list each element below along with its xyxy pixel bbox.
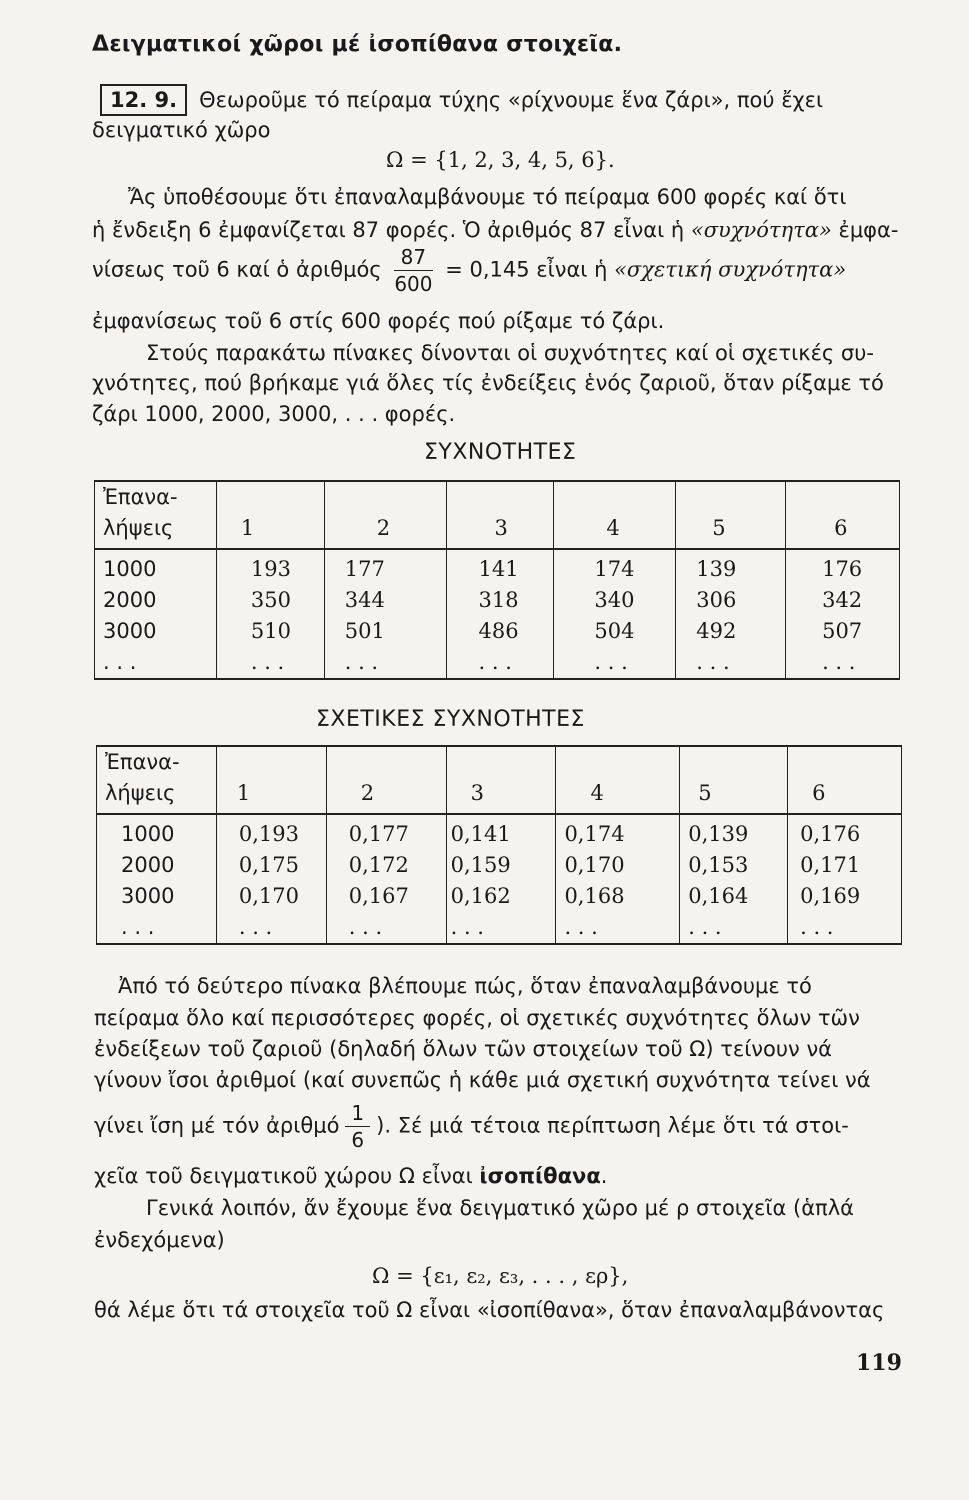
paragraph-number: 12. 9. [100, 84, 187, 116]
header-face: 5 [680, 746, 788, 814]
face5-column: 139 306 492 . . . [676, 549, 786, 678]
page-number: 119 [856, 1350, 902, 1376]
face4-column: 174 340 504 . . . [554, 549, 676, 678]
face5-column: 0,139 0,153 0,164 . . . [680, 814, 788, 943]
para3-line-6: χεῖα τοῦ δειγματικοῦ χώρου Ω εἶναι ἰσοπίθανα. [94, 1164, 608, 1188]
relative-frequency-table [96, 745, 902, 945]
para1-line-3: νίσεως τοῦ 6 καί ὁ ἀριθμός $\frac{87}{600}$ = 0,145 εἶναι ἡ «σχετική συχνότητα» [92, 245, 847, 296]
header-face: 1 [216, 481, 324, 549]
face6-column: 0,176 0,171 0,169 . . . [788, 814, 902, 943]
face3-column: 141 318 486 . . . [446, 549, 554, 678]
table-row [95, 549, 900, 678]
para3-line-1: Ἀπό τό δεύτερο πίνακα βλέπουμε πώς, ὅταν ἐπαναλαμβάνουμε τό [118, 974, 812, 998]
para2-line-1: Στούς παρακάτω πίνακες δίνονται οἱ συχνότητες καί οἱ σχετικές συ- [146, 341, 874, 365]
para2-line-2: χνότητες, πού βρήκαμε γιά ὅλες τίς ἐνδείξεις ἑνός ζαριοῦ, ὅταν ρίξαμε τό [92, 371, 884, 395]
header-face: 1 [216, 746, 326, 814]
header-face: 4 [554, 481, 676, 549]
omega-general: Ω = {ε₁, ε₂, ε₃, . . . , ερ}, [372, 1264, 629, 1288]
para3-line-5: γίνει ἴση μέ τόν ἀριθμό $\frac{1}{6}$ ). Σέ μιά τέτοια περίπτωση λέμε ὅτι τά στοι- [94, 1101, 849, 1152]
table-header-row [97, 746, 902, 814]
para1-line-2: ἡ ἔνδειξη 6 ἐμφανίζεται 87 φορές. Ὁ ἀριθμός 87 εἶναι ἡ «συχνότητα» ἐμφα- [92, 218, 899, 242]
face4-column: 0,174 0,170 0,168 . . . [556, 814, 680, 943]
face1-column: 193 350 510 . . . [216, 549, 324, 678]
para3-line-2: πείραμα ὅλο καί περισσότερες φορές, οἱ σχετικές συχνότητες ὅλων τῶν [94, 1006, 860, 1030]
para3-line-4: γίνουν ἴσοι ἀριθμοί (καί συνεπῶς ἡ κάθε μιά σχετική συχνότητα τείνει νά [94, 1068, 871, 1092]
header-repetitions: Ἐπανα- λήψεις [97, 746, 217, 814]
face1-column: 0,193 0,175 0,170 . . . [216, 814, 326, 943]
fraction-1-6: $\frac{1}{6}$ [345, 1100, 370, 1153]
para2-line-3: ζάρι 1000, 2000, 3000, . . . φορές. [92, 402, 456, 426]
header-face: 4 [556, 746, 680, 814]
para4-line-3: θά λέμε ὅτι τά στοιχεῖα τοῦ Ω εἶναι «ἰσοπίθανα», ὅταν ἐπαναλαμβάνοντας [94, 1298, 885, 1322]
face3-column: 0,141 0,159 0,162 . . . [446, 814, 556, 943]
header-face: 6 [786, 481, 900, 549]
face6-column: 176 342 507 . . . [786, 549, 900, 678]
face2-column: 177 344 501 . . . [324, 549, 446, 678]
table-row [97, 814, 902, 943]
header-face: 3 [446, 746, 556, 814]
para4-line-2: ἐνδεχόμενα) [94, 1228, 225, 1252]
para1-line-1: Ἄς ὑποθέσουμε ὅτι ἐπαναλαμβάνουμε τό πείραμα 600 φορές καί ὅτι [128, 185, 847, 209]
para4-line-1: Γενικά λοιπόν, ἄν ἔχουμε ἕνα δειγματικό χῶρο μέ ρ στοιχεῖα (ἁπλά [146, 1196, 854, 1220]
header-face: 6 [788, 746, 902, 814]
intro-line-1: 12. 9. Θεωροῦμε τό πείραμα τύχης «ρίχνουμε ἕνα ζάρι», πού ἔχει [100, 84, 823, 116]
table-header-row [95, 481, 900, 549]
rep-cell-column: 1000 2000 3000 . . . [95, 549, 217, 678]
rep-cell-column: 1000 2000 3000 . . . [97, 814, 217, 943]
face2-column: 0,177 0,172 0,167 . . . [326, 814, 446, 943]
table2-title: ΣΧΕΤΙΚΕΣ ΣΥΧΝΟΤΗΤΕΣ [316, 707, 585, 732]
para3-line-3: ἐνδείξεων τοῦ ζαριοῦ (δηλαδή ὅλων τῶν στοιχείων τοῦ Ω) τείνουν νά [94, 1037, 833, 1061]
header-face: 3 [446, 481, 554, 549]
omega-set: Ω = {1, 2, 3, 4, 5, 6}. [386, 148, 615, 172]
frequency-table [94, 480, 900, 680]
header-face: 5 [676, 481, 786, 549]
intro-line-2: δειγματικό χῶρο [92, 118, 271, 142]
fraction-87-600: $\frac{87}{600}$ [394, 245, 433, 296]
header-face: 2 [324, 481, 446, 549]
header-face: 2 [326, 746, 446, 814]
table1-title: ΣΥΧΝΟΤΗΤΕΣ [424, 440, 577, 465]
para1-line-4: ἐμφανίσεως τοῦ 6 στίς 600 φορές πού ρίξαμε τό ζάρι. [92, 309, 665, 333]
header-repetitions: Ἐπανα- λήψεις [95, 481, 217, 549]
section-title: Δειγματικοί χῶροι μέ ἰσοπίθανα στοιχεῖα. [92, 32, 623, 57]
